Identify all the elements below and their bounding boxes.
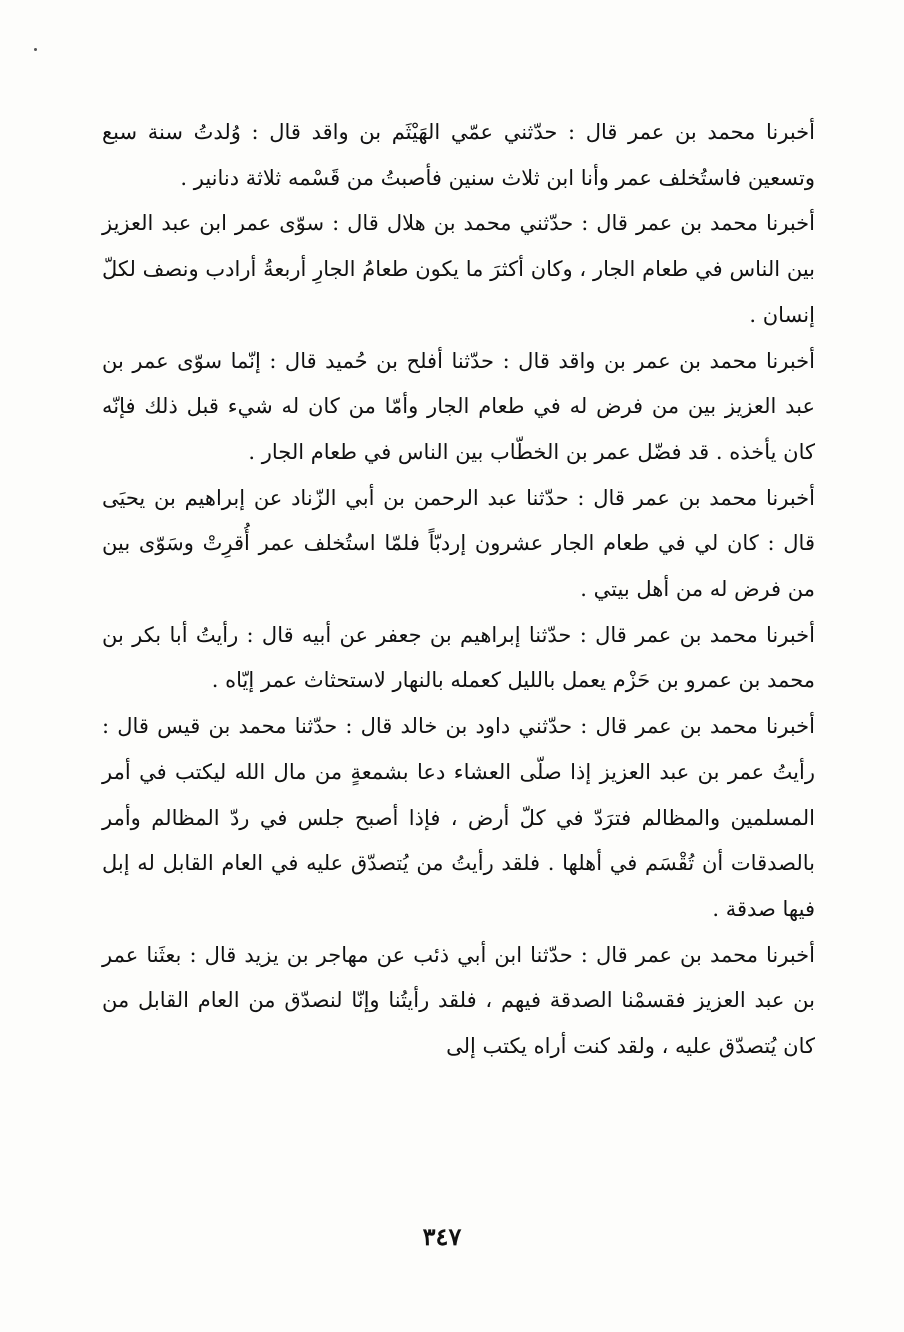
scan-speck <box>34 48 37 51</box>
paragraph-7: أخبرنا محمد بن عمر قال : حدّثنا ابن أبي ذئب عن مهاجر بن يزيد قال : بعثَنا عمر بن عبد العزيز فقسمْنا الصدقة فيهم ، فلقد رأيتُنا وإنّا لنصدّق من العام القابل من كان يُتصدّق عليه ، ولقد كنت أراه يكتب إلى <box>102 942 815 1059</box>
paragraph-1: أخبرنا محمد بن عمر قال : حدّثني عمّي الهَيْثَم بن واقد قال : وُلدتُ سنة سبع وتسعين فاستُخلف عمر وأنا ابن ثلاث سنين فأصبتُ من قَسْمه ثلاثة دنانير . <box>102 120 815 190</box>
paragraph-3: أخبرنا محمد بن عمر بن واقد قال : حدّثنا أفلح بن حُميد قال : إنّما سوّى عمر بن عبد العزيز بين من فرض له في طعام الجار وأمّا من كان له شيء قبل ذلك فإنّه كان يأخذه . قد فضّل عمر بن الخطّاب بين الناس في طعام الجار . <box>102 348 815 464</box>
page-number: ٣٤٧ <box>422 1222 462 1251</box>
paragraph-5: أخبرنا محمد بن عمر قال : حدّثنا إبراهيم بن جعفر عن أبيه قال : رأيتُ أبا بكر بن محمد بن عمرو بن حَزْم يعمل بالليل كعمله بالنهار لاستحثاث عمر إيّاه . <box>102 622 815 693</box>
body-text <box>102 110 815 1070</box>
paragraph-4: أخبرنا محمد بن عمر قال : حدّثنا عبد الرحمن بن أبي الزّناد عن إبراهيم بن يحيَى قال : كان لي في طعام الجار عشرون إردبّاً فلمّا استُخلف عمر أُقرِتْ وسَوّى بين من فرض له من أهل بيتي . <box>102 485 816 602</box>
paragraph-6: أخبرنا محمد بن عمر قال : حدّثني داود بن خالد قال : حدّثنا محمد بن قيس قال : رأيتُ عمر بن عبد العزيز إذا صلّى العشاء دعا بشمعةٍ من مال الله ليكتب في أمر المسلمين والمظالم فترَدّ في كلّ أرض ، فإذا أصبح جلس في ردّ المظالم وأمر بالصدقات أن تُقْسَم في أهلها . فلقد رأيتُ من يُتصدّق عليه في العام القابل له إبل فيها صدقة . <box>102 714 815 921</box>
paragraph-2: أخبرنا محمد بن عمر قال : حدّثني محمد بن هلال قال : سوّى عمر ابن عبد العزيز بين الناس في طعام الجار ، وكان أكثرَ ما يكون طعامُ الجارِ أربعةُ أرادب ونصف لكلّ إنسان . <box>102 211 815 327</box>
